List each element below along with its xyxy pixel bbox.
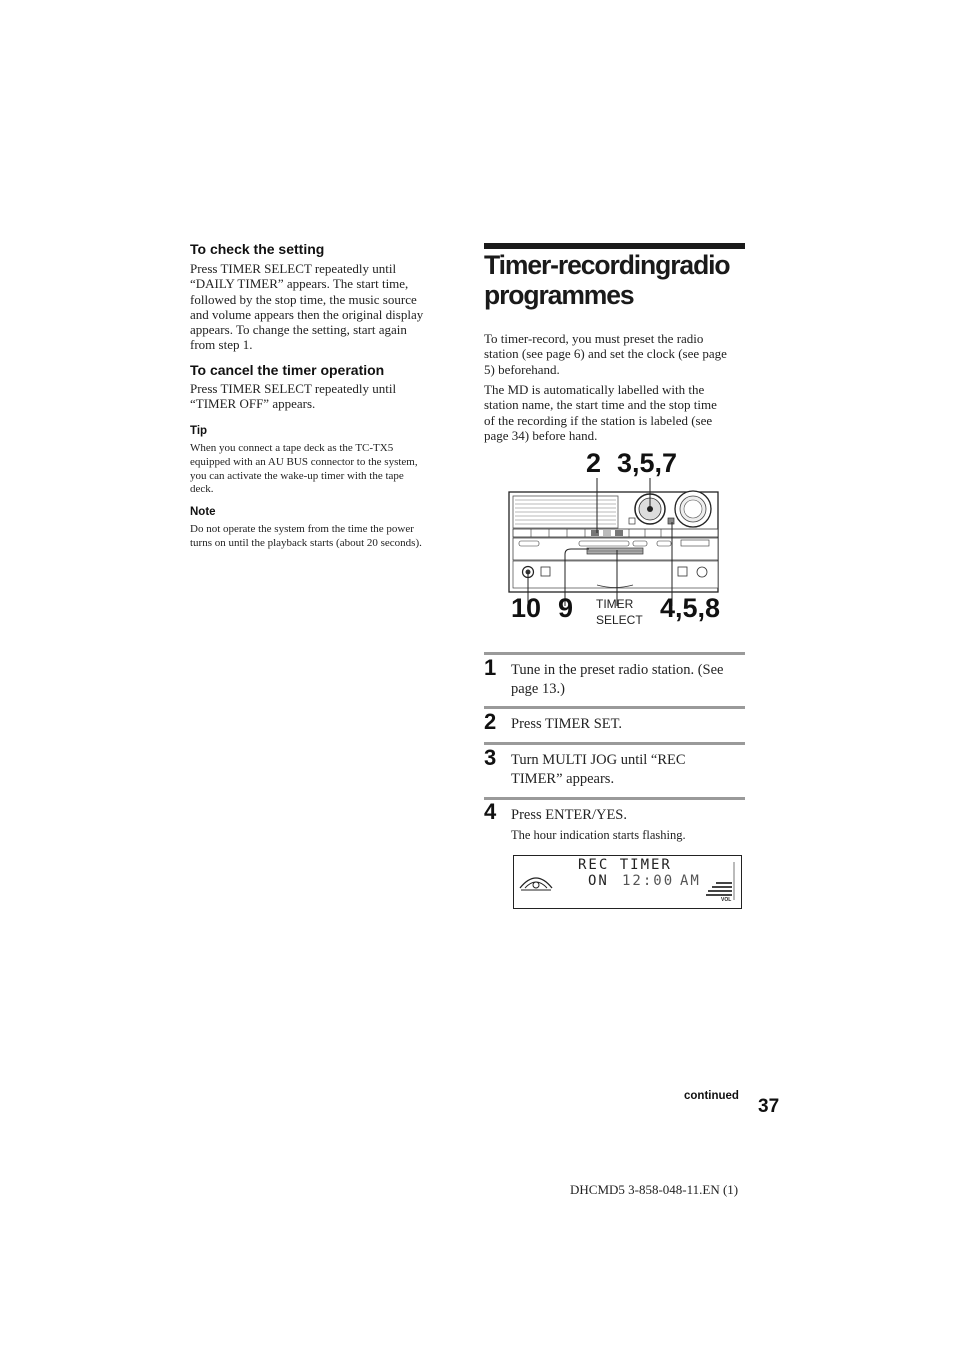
step-4-subtext: The hour indication starts flashing. <box>511 827 686 842</box>
intro-paragraph-1: To timer-record, you must preset the radio station (see page 6) and set the clock (see page 5) beforehand. <box>484 331 727 377</box>
step-3-rule <box>484 742 745 745</box>
lcd-line-1: REC TIMER <box>578 857 672 873</box>
intro-paragraph-2: The MD is automatically labelled with the station name, the start time and the stop time of the recording if the station is labeled (see page 34) before hand. <box>484 382 717 443</box>
step-1-rule <box>484 652 745 655</box>
callout-9: 9 <box>558 593 574 623</box>
title-rule <box>484 243 745 249</box>
page-title: Timer-recordingradio programmes <box>484 250 730 310</box>
check-setting-text: Press TIMER SELECT repeatedly until “DAILY TIMER” appears. The start time, followed by the stop time, the music source and volume appears then the original display appears. To change the setting, start again from step 1. <box>190 261 424 353</box>
lcd-on: ON <box>588 873 609 889</box>
step-3-number: 3 <box>484 745 497 770</box>
step-2-rule <box>484 706 745 709</box>
volume-level-bars <box>704 860 736 902</box>
note-heading: Note <box>190 506 216 518</box>
lcd-time-flashing: 12:00 <box>622 873 675 889</box>
page-number: 37 <box>758 1096 780 1117</box>
stereo-unit-illustration <box>505 478 725 608</box>
document-code: DHCMD5 3-858-048-11.EN (1) <box>570 1182 739 1197</box>
step-3-text: Turn MULTI JOG until “REC TIMER” appears. <box>511 752 686 787</box>
lcd-vol-label: VOL <box>721 897 732 903</box>
cancel-timer-text: Press TIMER SELECT repeatedly until “TIMER OFF” appears. <box>190 381 397 412</box>
callout-4-5-8: 4,5,8 <box>660 593 721 623</box>
callout-10: 10 <box>511 593 542 623</box>
check-setting-heading: To check the setting <box>190 241 325 257</box>
step-4-text: Press ENTER/YES. The hour indication starts flashing. <box>511 806 747 844</box>
lcd-am: AM <box>680 873 701 889</box>
continued-label: continued <box>684 1090 739 1102</box>
tip-heading: Tip <box>190 425 208 437</box>
note-text: Do not operate the system from the time the power turns on until the playback starts (about 20 seconds). <box>190 523 422 549</box>
cancel-timer-heading: To cancel the timer operation <box>190 362 385 378</box>
step-1-number: 1 <box>484 655 497 680</box>
disc-icon <box>518 872 554 894</box>
lcd-display <box>513 855 742 909</box>
step-4-number: 4 <box>484 799 497 824</box>
timer-select-label: TIMER SELECT <box>596 597 643 627</box>
tip-text: When you connect a tape deck as the TC-TX5 equipped with an AU BUS connector to the system, you can activate the wake-up timer with the tape deck. <box>190 442 418 496</box>
callout-2: 2 <box>586 448 602 478</box>
step-1-text: Tune in the preset radio station. (See page 13.) <box>511 662 724 697</box>
step-2-text: Press TIMER SET. <box>511 716 623 732</box>
step-2-number: 2 <box>484 709 497 734</box>
step-4-rule <box>484 797 745 800</box>
callout-3-5-7: 3,5,7 <box>617 448 678 478</box>
